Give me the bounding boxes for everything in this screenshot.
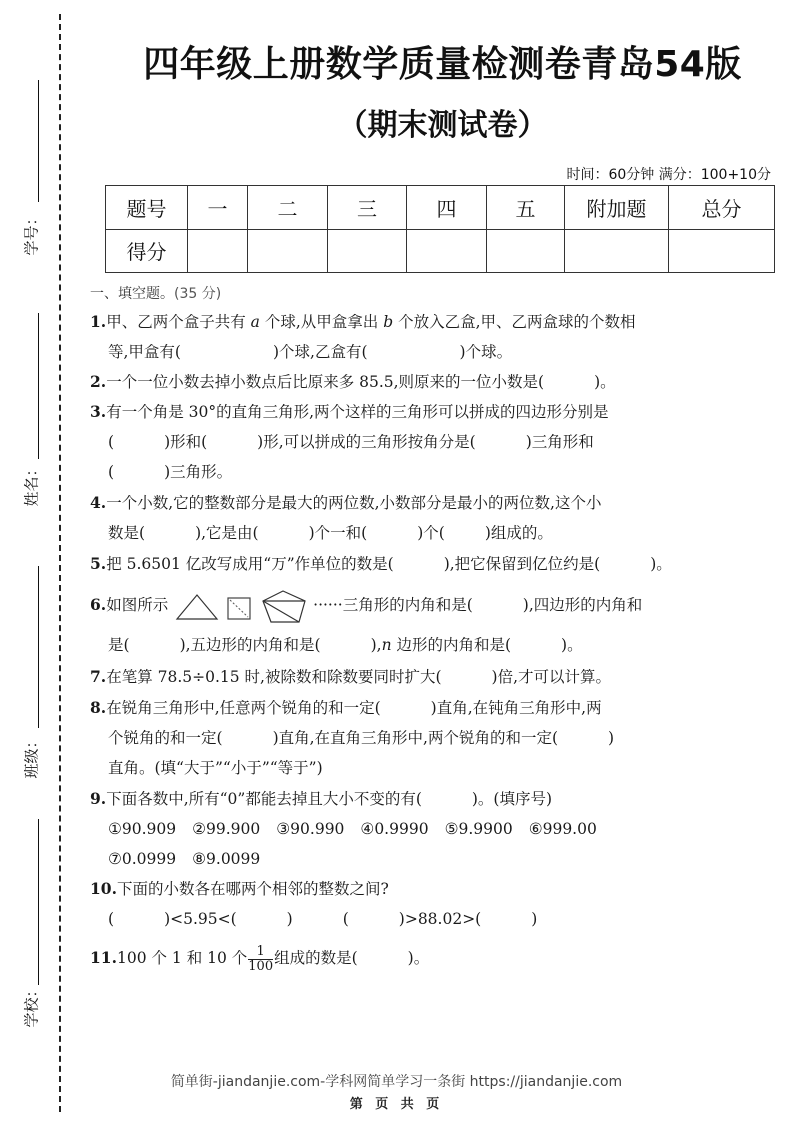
score-cell[interactable] — [487, 229, 565, 273]
score-table-header-row — [106, 186, 775, 230]
class-underline[interactable] — [38, 566, 39, 728]
score-row-label: 得分 — [106, 229, 188, 273]
score-cell[interactable] — [188, 229, 248, 273]
question-text: )。 — [594, 373, 616, 391]
question-10 — [90, 874, 740, 934]
question-text: 是( — [108, 636, 130, 654]
question-6 — [90, 588, 740, 660]
question-number: 5. — [90, 554, 107, 573]
question-text: ( — [108, 463, 115, 481]
question-text: ) — [531, 910, 538, 928]
question-number: 10. — [90, 879, 117, 898]
question-1 — [90, 307, 740, 367]
question-text: ),四边形的内角和 — [522, 596, 643, 614]
header-cell: 二 — [248, 186, 328, 230]
question-text: 数是( — [108, 524, 146, 542]
option-item: ⑧9.0099 — [192, 850, 261, 868]
question-text: )>88.02>( — [398, 910, 482, 928]
question-8 — [90, 693, 740, 783]
question-text: ) — [608, 729, 615, 747]
option-list — [90, 814, 740, 844]
question-text: )形,可以拼成的三角形按角分是( — [257, 433, 476, 451]
question-9 — [90, 784, 740, 874]
quadrilateral-icon — [228, 598, 250, 619]
page-number: 第 页 共 页 — [349, 1097, 444, 1112]
student-id-underline[interactable] — [38, 80, 39, 202]
question-text: )。 — [561, 636, 583, 654]
question-text: 有一个角是 30°的直角三角形,两个这样的三角形可以拼成的四边形分别是 — [106, 403, 609, 421]
question-text: ) — [286, 910, 293, 928]
score-cell[interactable] — [565, 229, 669, 273]
question-number: 7. — [90, 667, 107, 686]
polygon-figures — [173, 589, 313, 623]
question-text: )形和( — [164, 433, 208, 451]
name-underline[interactable] — [38, 313, 39, 459]
pentagon-icon — [263, 591, 305, 622]
page-title: 四年级上册数学质量检测卷青岛54版 — [143, 44, 742, 85]
question-text: 组成的数是( — [274, 949, 358, 967]
question-text: )个( — [417, 524, 445, 542]
option-item: ⑥999.00 — [528, 820, 597, 838]
score-table-score-row — [106, 229, 775, 273]
question-text: ), — [370, 636, 382, 654]
question-number: 9. — [90, 789, 107, 808]
question-text: ),它是由( — [195, 524, 259, 542]
fraction — [248, 945, 273, 974]
question-text: )直角,在钝角三角形中,两 — [430, 699, 602, 717]
question-text: )个球,乙盒有( — [272, 343, 368, 361]
question-text: )。(填序号) — [471, 790, 553, 808]
school-label: 学校： — [22, 982, 41, 1028]
variable-b: b — [383, 313, 394, 331]
question-3 — [90, 397, 740, 487]
question-text: 在锐角三角形中,任意两个锐角的和一定( — [106, 699, 381, 717]
question-text: 如图所示 — [106, 596, 169, 614]
question-text: ······三角形的内角和是( — [313, 596, 473, 614]
question-text: ( — [342, 910, 349, 928]
question-number: 1. — [90, 312, 107, 331]
header-cell: 五 — [487, 186, 565, 230]
question-text: )。 — [407, 949, 430, 967]
question-text: 在笔算 78.5÷0.15 时,被除数和除数要同时扩大( — [106, 668, 442, 686]
question-text: 直角。(填“大于”“小于”“等于”) — [108, 759, 323, 777]
option-item: ②99.900 — [192, 820, 261, 838]
question-number: 6. — [90, 595, 107, 614]
question-5 — [90, 549, 740, 579]
option-item: ④0.9990 — [360, 820, 429, 838]
question-text: )个球。 — [459, 343, 513, 361]
question-text: 个放入乙盒,甲、乙两盒球的个数相 — [398, 313, 636, 331]
question-text: )个一和( — [308, 524, 368, 542]
question-text: ( — [108, 433, 115, 451]
question-text: ( — [108, 910, 115, 928]
option-item: ⑤9.9900 — [444, 820, 513, 838]
class-label: 班级： — [22, 733, 41, 779]
question-text: )<5.95<( — [164, 910, 237, 928]
question-text: 把 5.6501 亿改写成用“万”作单位的数是( — [106, 555, 394, 573]
option-list — [90, 844, 740, 874]
school-underline[interactable] — [38, 819, 39, 985]
score-cell[interactable] — [328, 229, 407, 273]
binding-cut-line — [59, 14, 61, 1112]
triangle-icon — [177, 595, 217, 619]
header-cell: 总分 — [669, 186, 775, 230]
question-text: ),五边形的内角和是( — [179, 636, 321, 654]
section-title: 一、填空题。 — [90, 286, 174, 302]
question-number: 2. — [90, 372, 107, 391]
option-item: ①90.909 — [108, 820, 177, 838]
question-number: 4. — [90, 493, 107, 512]
question-4 — [90, 488, 740, 548]
page-subtitle: （期末测试卷） — [337, 108, 548, 143]
fraction-numerator: 1 — [248, 945, 273, 960]
question-number: 11. — [90, 948, 117, 967]
question-text: 个球,从甲盒拿出 — [264, 313, 379, 331]
question-text: 一个一位小数去掉小数点后比原来多 85.5,则原来的一位小数是( — [106, 373, 545, 391]
question-text: 一个小数,它的整数部分是最大的两位数,小数部分是最小的两位数,这个小 — [106, 494, 602, 512]
header-cell: 四 — [407, 186, 487, 230]
question-text: 甲、乙两个盒子共有 — [106, 313, 246, 331]
section-points: (35 分) — [174, 286, 222, 302]
variable-a: a — [250, 313, 260, 331]
header-cell: 附加题 — [565, 186, 669, 230]
header-cell: 题号 — [106, 186, 188, 230]
question-text: )三角形。 — [164, 463, 233, 481]
question-text: )组成的。 — [484, 524, 553, 542]
option-item: ⑦0.0999 — [108, 850, 177, 868]
question-number: 8. — [90, 698, 107, 717]
exam-meta: 时间：60分钟 满分：100+10分 — [566, 167, 771, 183]
question-text: 下面的小数各在哪两个相邻的整数之间? — [116, 880, 389, 898]
header-cell: 三 — [328, 186, 407, 230]
footer-watermark: 简单街-jiandanjie.com-学科网简单学习一条街 https://jiandanjie.com — [170, 1074, 623, 1090]
question-text: )。 — [650, 555, 672, 573]
question-7 — [90, 662, 740, 692]
question-text: 100 个 1 和 10 个 — [116, 949, 248, 967]
section-heading — [90, 283, 221, 303]
question-2 — [90, 367, 740, 397]
header-cell: 一 — [188, 186, 248, 230]
question-number: 3. — [90, 402, 107, 421]
score-cell[interactable] — [669, 229, 775, 273]
score-table — [105, 185, 775, 273]
question-text: ),把它保留到亿位约是( — [443, 555, 601, 573]
question-text: 边形的内角和是( — [391, 636, 512, 654]
question-text: 下面各数中,所有“0”都能去掉且大小不变的有( — [106, 790, 422, 808]
question-11 — [90, 943, 740, 974]
question-text: )直角,在直角三角形中,两个锐角的和一定( — [272, 729, 559, 747]
fraction-denominator: 100 — [248, 958, 274, 974]
question-text: 个锐角的和一定( — [108, 729, 223, 747]
score-cell[interactable] — [407, 229, 487, 273]
question-text: )倍,才可以计算。 — [491, 668, 612, 686]
name-label: 姓名： — [22, 461, 41, 507]
option-item: ③90.990 — [276, 820, 345, 838]
student-id-label: 学号： — [22, 210, 41, 256]
question-text: )三角形和 — [525, 433, 594, 451]
question-text: 等,甲盒有( — [108, 343, 181, 361]
score-cell[interactable] — [248, 229, 328, 273]
variable-n: n — [381, 636, 392, 654]
